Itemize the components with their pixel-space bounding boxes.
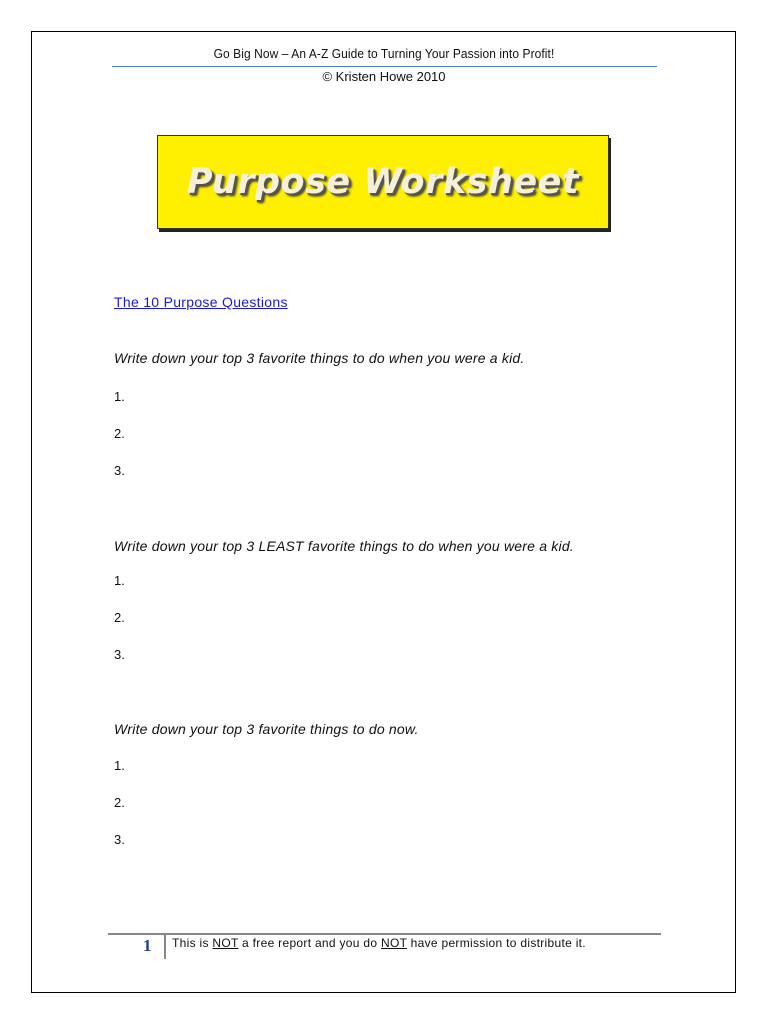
page-number: 1	[143, 936, 152, 955]
answer-number: 2.	[114, 426, 125, 441]
answer-number: 1.	[114, 758, 125, 773]
answer-number: 3.	[114, 463, 125, 478]
copyright-line: © Kristen Howe 2010	[322, 69, 446, 84]
answer-number: 1.	[114, 573, 125, 588]
footer-notice: This is NOT a free report and you do NOT have permission to distribute it.	[172, 936, 586, 950]
answer-number: 2.	[114, 795, 125, 810]
answer-number: 1.	[114, 389, 125, 404]
question-2: Write down your top 3 LEAST favorite things to do when you were a kid.	[114, 538, 574, 554]
header-divider	[112, 66, 657, 67]
footer-divider	[108, 933, 661, 935]
banner-title: Purpose Worksheet	[186, 162, 580, 202]
document-header-title: Go Big Now – An A-Z Guide to Turning Your Passion into Profit!	[213, 46, 555, 61]
question-3: Write down your top 3 favorite things to do now.	[114, 721, 419, 737]
question-1: Write down your top 3 favorite things to do when you were a kid.	[114, 350, 525, 366]
answer-number: 2.	[114, 610, 125, 625]
answer-number: 3.	[114, 832, 125, 847]
purpose-questions-link[interactable]: The 10 Purpose Questions	[114, 294, 288, 310]
footer-separator	[164, 933, 166, 959]
title-banner	[157, 135, 609, 229]
answer-number: 3.	[114, 647, 125, 662]
